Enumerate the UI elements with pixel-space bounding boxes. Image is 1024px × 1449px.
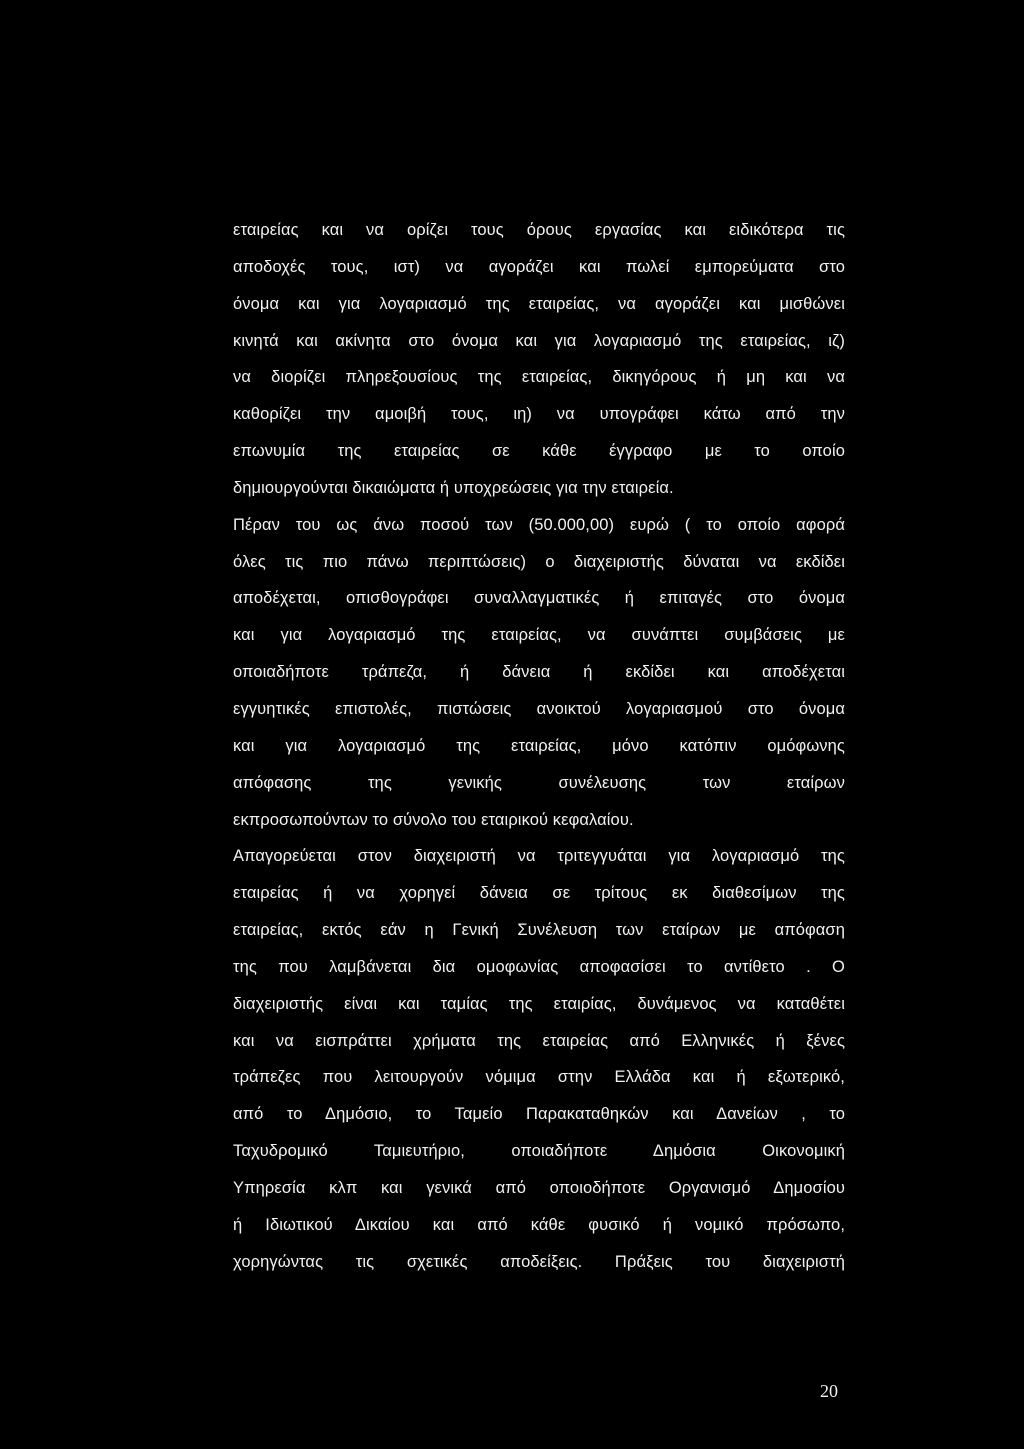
- text-line: Ταχυδρομικό Ταμιευτήριο, οποιαδήποτε Δημόσια Οικονομική: [233, 1142, 845, 1161]
- text-line: αποδέχεται, οπισθογράφει συναλλαγματικές ή επιταγές στο όνομα: [233, 589, 845, 608]
- text-line: και να εισπράττει χρήματα της εταιρείας από Ελληνικές ή ξένες: [233, 1031, 845, 1050]
- text-line: καθορίζει την αμοιβή τους, ιη) να υπογράφει κάτω από την: [233, 405, 845, 424]
- text-line: όνομα και για λογαριασμό της εταιρείας, να αγοράζει και μισθώνει: [233, 294, 845, 313]
- text-line: Απαγορεύεται στον διαχειριστή να τριτεγγυάται για λογαριασμό της: [233, 847, 845, 866]
- text-line: της που λαμβάνεται δια ομοφωνίας αποφασίσει το αντίθετο . Ο: [233, 957, 845, 976]
- text-line: όλες τις πιο πάνω περιπτώσεις) ο διαχειριστής δύναται να εκδίδει: [233, 552, 845, 571]
- text-line: απόφασης της γενικής συνέλευσης των εταίρων: [233, 773, 845, 792]
- text-line: εταιρείας ή να χορηγεί δάνεια σε τρίτους εκ διαθεσίμων της: [233, 884, 845, 903]
- text-line: διαχειριστής είναι και ταμίας της εταιρίας, δυνάμενος να καταθέτει: [233, 994, 845, 1013]
- text-line: και για λογαριασμό της εταιρείας, να συνάπτει συμβάσεις με: [233, 626, 845, 645]
- text-line: δημιουργούνται δικαιώματα ή υποχρεώσεις για την εταιρεία.: [233, 478, 674, 497]
- text-line: Πέραν του ως άνω ποσού των (50.000,00) ευρώ ( το οποίο αφορά: [233, 515, 845, 534]
- text-line: εταιρείας και να ορίζει τους όρους εργασίας και ειδικότερα τις: [233, 221, 845, 239]
- text-line: χορηγώντας τις σχετικές αποδείξεις. Πράξεις του διαχειριστή: [233, 1252, 845, 1271]
- text-line: αποδοχές τους, ιστ) να αγοράζει και πωλεί εμπορεύματα στο: [233, 257, 845, 276]
- text-line: τράπεζες που λειτουργούν νόμιμα στην Ελλάδα και ή εξωτερικό,: [233, 1068, 845, 1087]
- text-line: οποιαδήποτε τράπεζα, ή δάνεια ή εκδίδει και αποδέχεται: [233, 663, 845, 682]
- text-line: εγγυητικές επιστολές, πιστώσεις ανοικτού λογαριασμού στο όνομα: [233, 699, 845, 718]
- page-number: 20: [820, 1381, 838, 1401]
- text-line: εκπροσωπούντων το σύνολο του εταιρικού κεφαλαίου.: [233, 810, 634, 829]
- text-line: Υπηρεσία κλπ και γενικά από οποιοδήποτε Οργανισμό Δημοσίου: [233, 1178, 845, 1197]
- text-line: εταιρείας, εκτός εάν η Γενική Συνέλευση των εταίρων με απόφαση: [233, 921, 845, 940]
- body-text: [233, 212, 845, 1280]
- text-line: να διορίζει πληρεξουσίους της εταιρείας, δικηγόρους ή μη και να: [233, 368, 845, 387]
- text-line: επωνυμία της εταιρείας σε κάθε έγγραφο με το οποίο: [233, 442, 845, 461]
- text-line: από το Δημόσιο, το Ταμείο Παρακαταθηκών και Δανείων , το: [233, 1105, 845, 1124]
- text-line: και για λογαριασμό της εταιρείας, μόνο κατόπιν ομόφωνης: [233, 736, 845, 755]
- text-line: κινητά και ακίνητα στο όνομα και για λογαριασμό της εταιρείας, ιζ): [233, 331, 845, 350]
- text-line: ή Ιδιωτικού Δικαίου και από κάθε φυσικό ή νομικό πρόσωπο,: [233, 1215, 845, 1234]
